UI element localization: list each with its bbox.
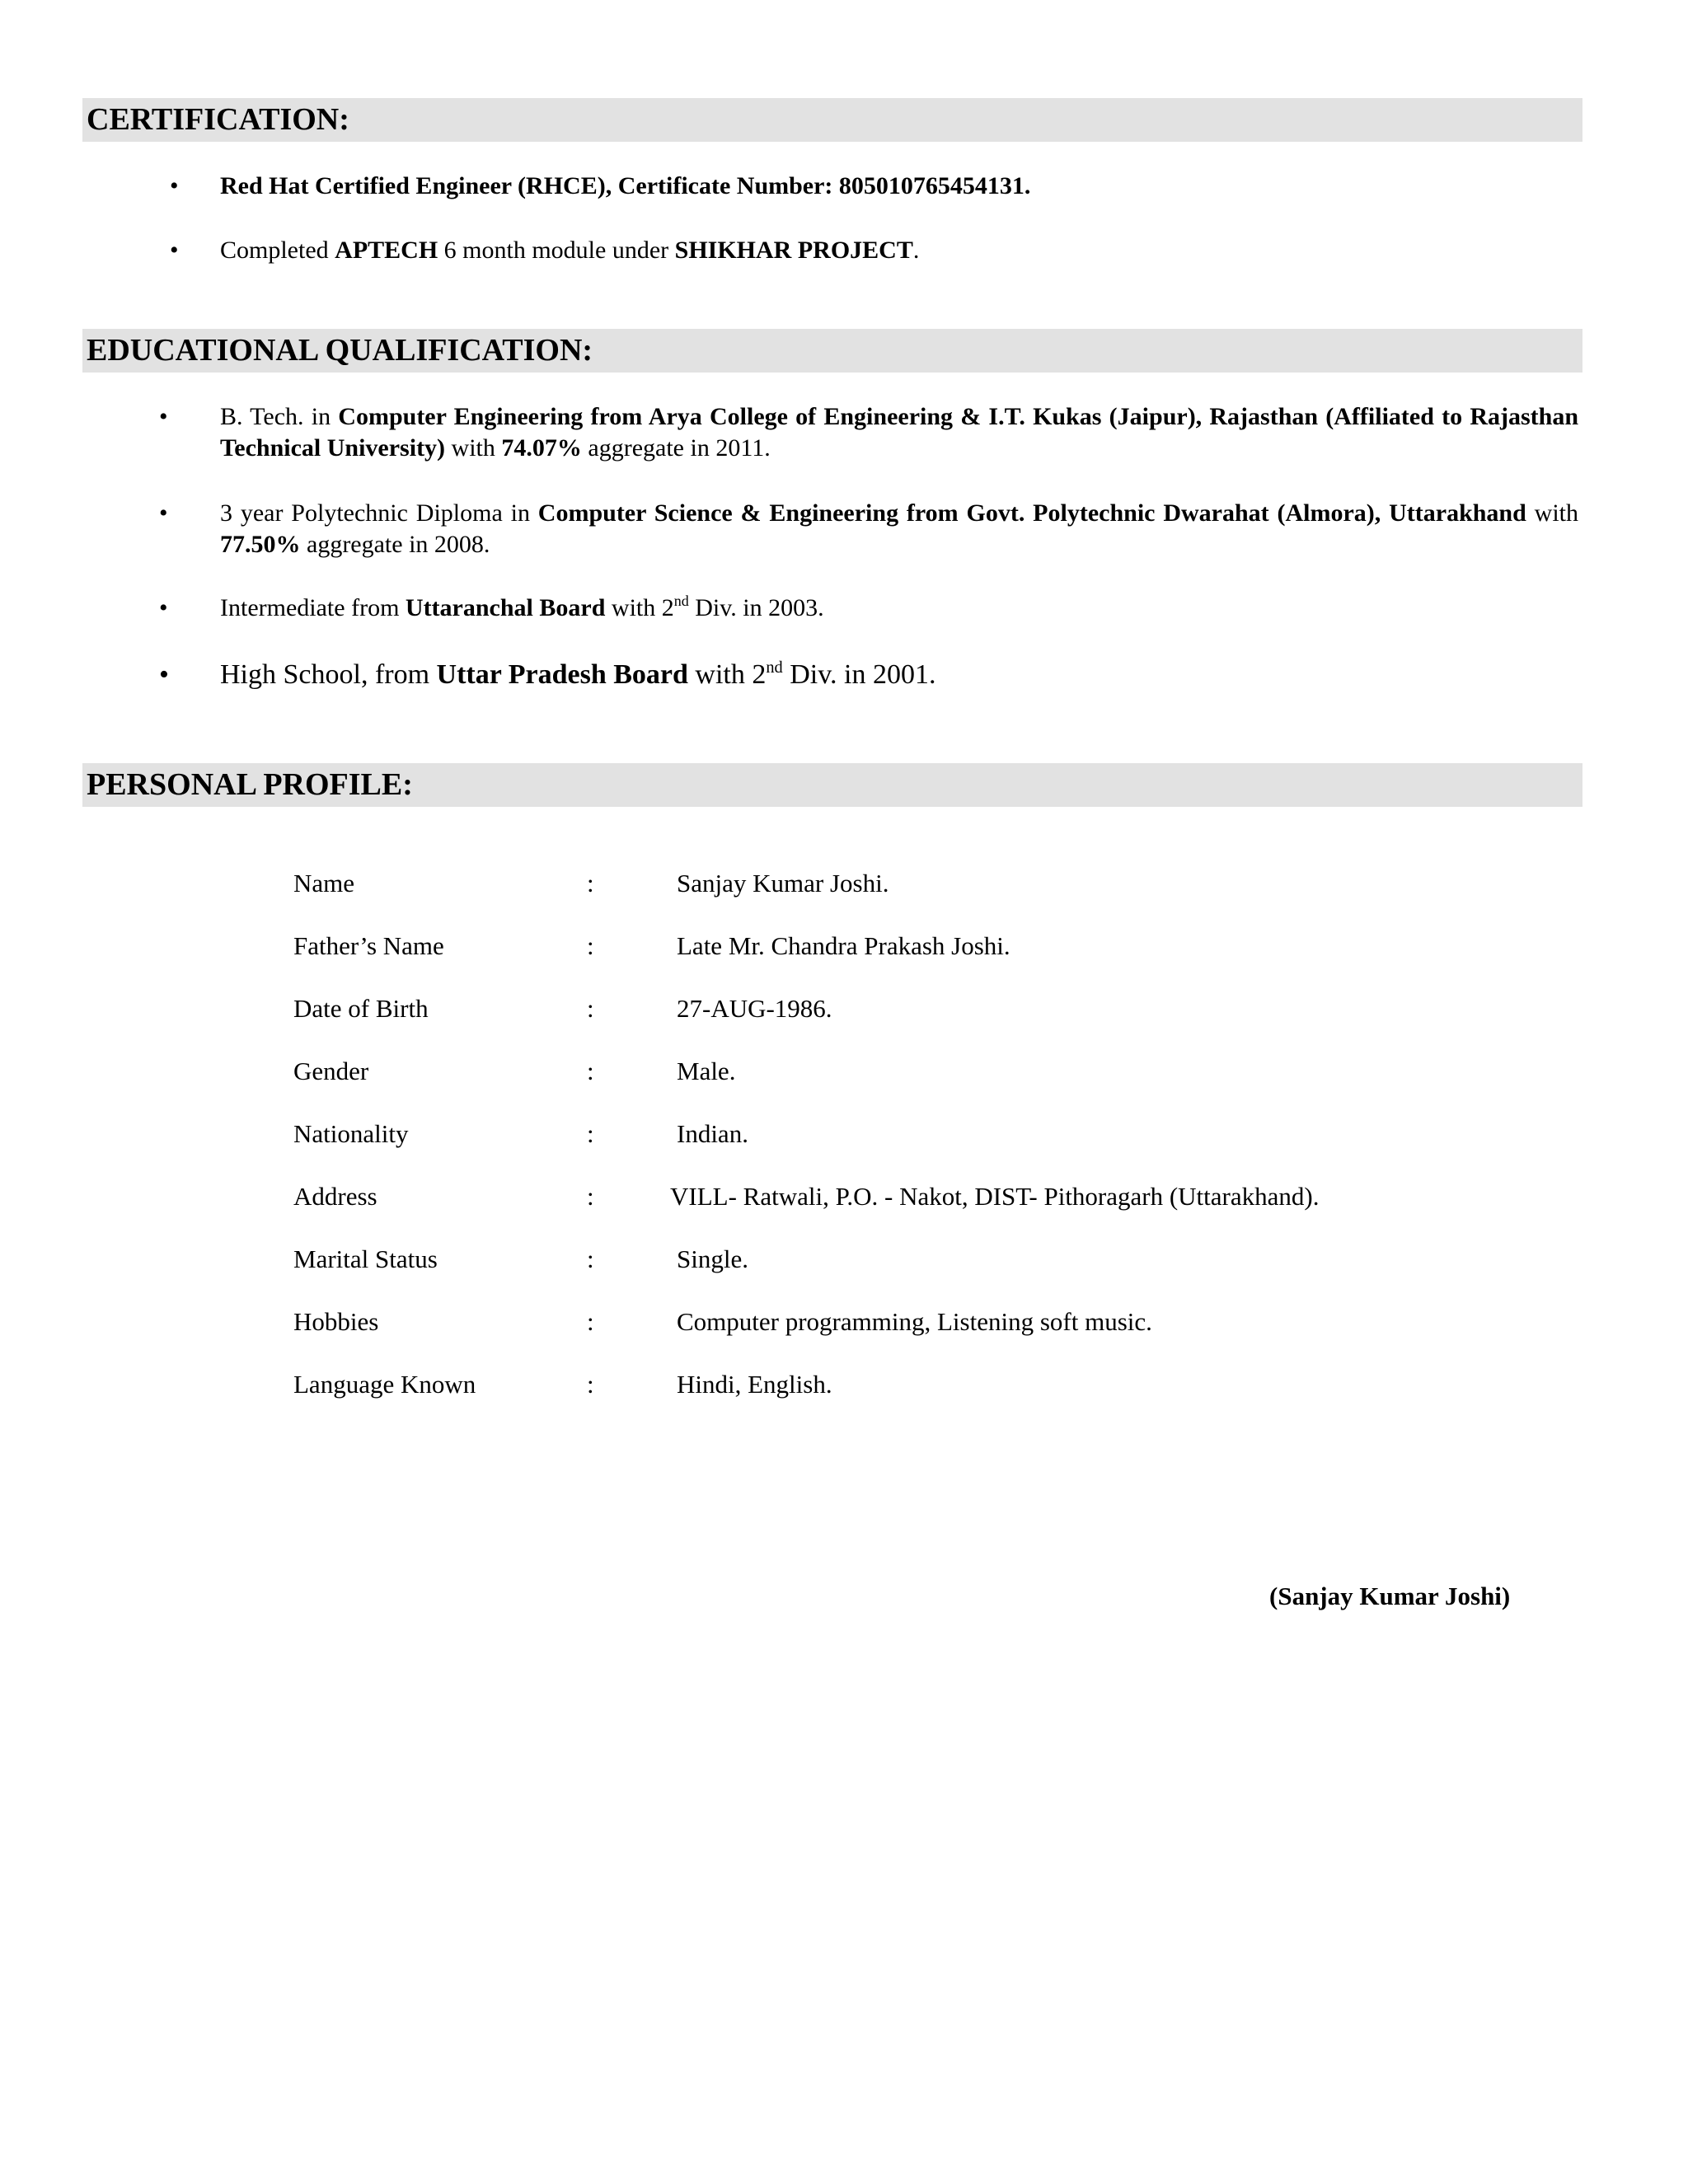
profile-colon: :: [587, 931, 594, 960]
bold-segment: APTECH: [335, 237, 438, 264]
bullet-icon: •: [159, 594, 168, 621]
education-item-intermediate: [220, 593, 1578, 624]
profile-label: Address: [293, 1182, 377, 1211]
profile-colon: :: [587, 1244, 594, 1273]
bold-segment: Uttaranchal Board: [405, 594, 606, 621]
text-segment: Div. in 2003.: [688, 594, 824, 621]
text-segment: .: [912, 237, 920, 264]
bold-segment: Computer Science & Engineering from Govt. Polytechnic Dwarahat (Almora), Uttarakhand: [537, 499, 1526, 527]
text-segment: Completed: [220, 237, 335, 264]
text-segment: with: [445, 434, 502, 462]
profile-colon: :: [587, 1182, 594, 1211]
profile-value: 27-AUG-1986.: [677, 994, 832, 1023]
text-segment: Intermediate from: [220, 594, 406, 621]
profile-value: Single.: [677, 1244, 748, 1273]
profile-colon: :: [587, 1057, 594, 1085]
profile-label: Gender: [293, 1057, 369, 1085]
certification-item-aptech: [220, 235, 1578, 266]
profile-colon: :: [587, 1119, 594, 1148]
bold-segment: SHIKHAR PROJECT: [674, 237, 913, 264]
profile-label: Date of Birth: [293, 994, 429, 1023]
ordinal-suffix: nd: [766, 658, 783, 677]
profile-heading: PERSONAL PROFILE:: [82, 763, 1582, 807]
bold-segment: 77.50%: [220, 531, 301, 558]
text-segment: with 2: [605, 594, 674, 621]
profile-label: Language Known: [293, 1370, 476, 1399]
certification-heading: CERTIFICATION:: [82, 98, 1582, 142]
text-segment: 6 month module under: [438, 237, 675, 264]
text-segment: B. Tech. in: [220, 403, 339, 430]
profile-value: Hindi, English.: [677, 1370, 832, 1399]
bullet-icon: •: [170, 172, 179, 199]
bullet-icon: •: [159, 403, 168, 430]
text-segment: aggregate in 2011.: [581, 434, 771, 462]
education-heading: EDUCATIONAL QUALIFICATION:: [82, 329, 1582, 373]
profile-colon: :: [587, 1307, 594, 1336]
bold-segment: Computer Engineering from Arya College of Engineering & I.T. Kukas (Jaipur), Rajasthan (Affiliated to Rajasthan Technical University): [220, 403, 1579, 462]
profile-value: Indian.: [677, 1119, 748, 1148]
profile-label: Hobbies: [293, 1307, 379, 1336]
signature-name: (Sanjay Kumar Joshi): [1269, 1582, 1511, 1610]
profile-value: Computer programming, Listening soft music.: [677, 1307, 1152, 1336]
text-segment: with 2: [687, 659, 767, 690]
bullet-icon: •: [159, 659, 169, 690]
profile-label: Father’s Name: [293, 931, 444, 960]
certification-item-rhce: [220, 171, 1578, 202]
profile-colon: :: [587, 869, 594, 898]
bullet-icon: •: [170, 237, 179, 264]
education-item-highschool: [220, 658, 1578, 692]
profile-value: Male.: [677, 1057, 736, 1085]
profile-label: Marital Status: [293, 1244, 438, 1273]
bullet-icon: •: [159, 499, 168, 527]
profile-value: VILL- Ratwali, P.O. - Nakot, DIST- Pithoragarh (Uttarakhand).: [670, 1182, 1320, 1211]
profile-colon: :: [587, 1370, 594, 1399]
text-segment: with: [1526, 499, 1578, 527]
bold-segment: 74.07%: [501, 434, 582, 462]
text-segment: Div. in 2001.: [782, 659, 936, 690]
profile-label: Nationality: [293, 1119, 409, 1148]
bold-segment: Uttar Pradesh Board: [436, 659, 688, 690]
education-item-diploma: [220, 498, 1578, 560]
text-segment: High School, from: [220, 659, 437, 690]
text-segment: aggregate in 2008.: [300, 531, 490, 558]
profile-label: Name: [293, 869, 355, 898]
rhce-text: Red Hat Certified Engineer (RHCE), Certificate Number: 805010765454131.: [220, 172, 1031, 199]
ordinal-suffix: nd: [673, 593, 689, 610]
profile-value: Late Mr. Chandra Prakash Joshi.: [677, 931, 1010, 960]
text-segment: 3 year Polytechnic Diploma in: [220, 499, 538, 527]
profile-colon: :: [587, 994, 594, 1023]
education-item-btech: [220, 401, 1578, 464]
profile-value: Sanjay Kumar Joshi.: [677, 869, 889, 898]
